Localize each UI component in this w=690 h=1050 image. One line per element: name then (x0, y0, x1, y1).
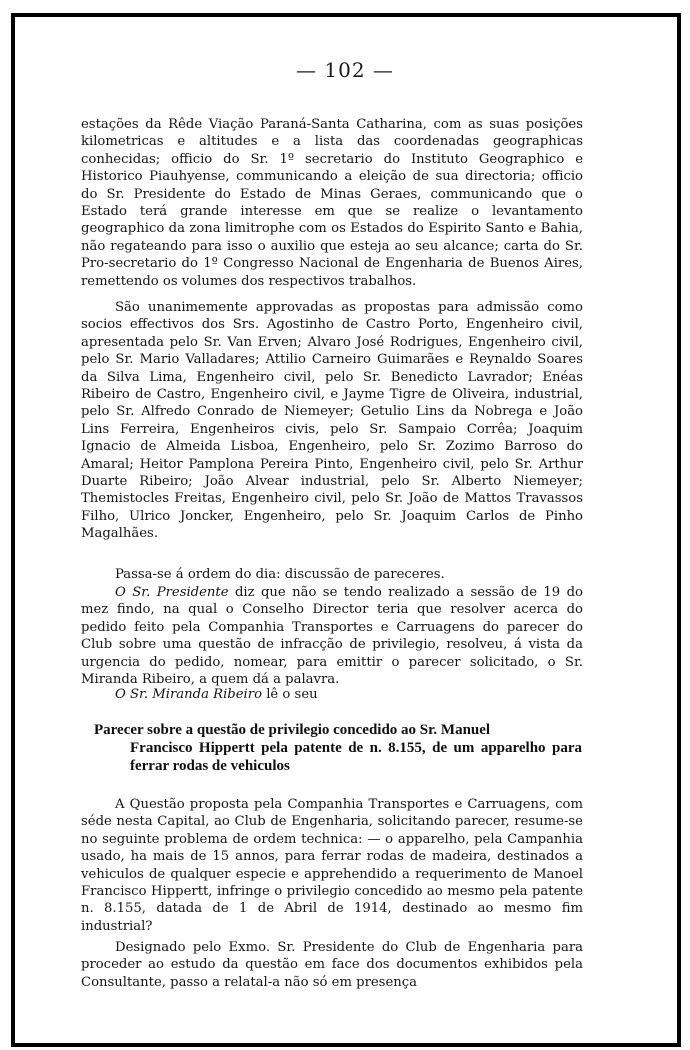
section-heading (94, 721, 582, 775)
speaker-name: O Sr. Miranda Ribeiro (115, 687, 263, 702)
paragraph-correspondence (81, 116, 583, 290)
paragraph-text: Passa-se á ordem do dia: discussão de pareceres. (115, 567, 445, 582)
paragraph-miranda-reads (81, 686, 583, 703)
paragraph-text (81, 584, 583, 688)
speaker-name: O Sr. Presidente (115, 585, 229, 600)
paragraph-text: São unanimemente approvadas as propostas para admissão como socios effectivos dos Srs. Agostinho de Castro Porto, Engenheiro civil, apresentada pelo Sr. Van Erven; Alvaro José Rodrigues, Engenheiro civil, pelo Sr. Mario Valladares; Attilio Carneiro Guimarães e Reynaldo Soares da Silva Lima, Engenheiro civil, pelo Sr. Benedicto Lavrador; Enéas Ribeiro de Castro, Engenheiro civil, e Jayme Tigre de Oliveira, industrial, pelo Sr. Alfredo Conrado de Niemeyer; Getulio Lins da Nobrega e João Lins Ferreira, Engenheiros civis, pelo Sr. Sampaio Corrêa; Joaquim Ignacio de Almeida Lisboa, Engenheiro, pelo Sr. Zozimo Barroso do Amaral; Heitor Pamplona Pereira Pinto, Engenheiro civil, pelo Sr. Arthur Duarte Ribeiro; João Alvear industrial, pelo Sr. Alberto Niemeyer; Themistocles Freitas, Engenheiro civil, pelo Sr. João de Mattos Travassos Filho, Ulrico Joncker, Engenheiro, pelo Sr. Joaquim Carlos de Pinho Magalhães. (81, 300, 583, 542)
page-number: — 102 — (296, 58, 394, 82)
paragraph-text: A Questão proposta pela Companhia Transportes e Carruagens, com séde nesta Capital, ao Club de Engenharia, solicitando parecer, resume-se no seguinte problema de ordem technica: — o apparelho, pela Campanhia usado, ha mais de 15 annos, para ferrar rodas de madeira, destinados a vehiculos de qualquer especie e apprehendido a requerimento de Manoel Francisco Hippertt, infringe o privilegio concedido ao mesmo pela patente n. 8.155, datada de 1 de Abril de 1914, destinado ao mesmo fim industrial? (81, 797, 583, 934)
parecer-paragraph-1 (81, 796, 583, 935)
paragraph-text (81, 686, 583, 703)
paragraph-text: estações da Rêde Viação Paraná-Santa Catharina, com as suas posições kilometricas e altitudes e a lista das coordenadas geographicas conhecidas; officio do Sr. 1º secretario do Instituto Geographico e Historico Piauhyense, communicando a eleição de sua directoria; officio do Sr. Presidente do Estado de Minas Geraes, communicando que o Estado terá grande interesse em que se realize o levantamento geographico da zona limitrophe com os Estados do Espirito Santo e Bahia, não regateando para isso o auxilio que esteja ao seu alcance; carta do Sr. Pro-secretario do 1º Congresso Nacional de Engenharia de Buenos Aires, remettendo os volumes dos respectivos trabalhos. (81, 117, 583, 289)
parecer-paragraph-2 (81, 939, 583, 991)
paragraph-text: Designado pelo Exmo. Sr. Presidente do Club de Engenharia para proceder ao estudo da questão em face dos documentos exhibidos pela Consultante, passo a relatal-a não só em presença (81, 940, 583, 990)
speech-text: diz que não se tendo realizado a sessão de 19 do mez findo, na qual o Conselho Director teria que resolver acerca do pedido feito pela Companhia Transportes e Carruagens do parecer do Club sobre uma questão de infracção de privilegio, resolveu, á vista da urgencia do pedido, nomear, para emittir o parecer solicitado, o Sr. Miranda Ribeiro, a quem dá a palavra. (81, 585, 583, 688)
speech-text: lê o seu (262, 687, 318, 702)
paragraph-admissions (81, 299, 583, 543)
heading-line-1: Parecer sobre a questão de privilegio concedido ao Sr. Manuel (94, 722, 491, 738)
paragraph-president-speech (81, 584, 583, 688)
heading-line-2: Francisco Hippertt pela patente de n. 8.155, de um apparelho para ferrar rodas de vehiculos (130, 740, 582, 774)
paragraph-order-of-day (81, 566, 583, 583)
